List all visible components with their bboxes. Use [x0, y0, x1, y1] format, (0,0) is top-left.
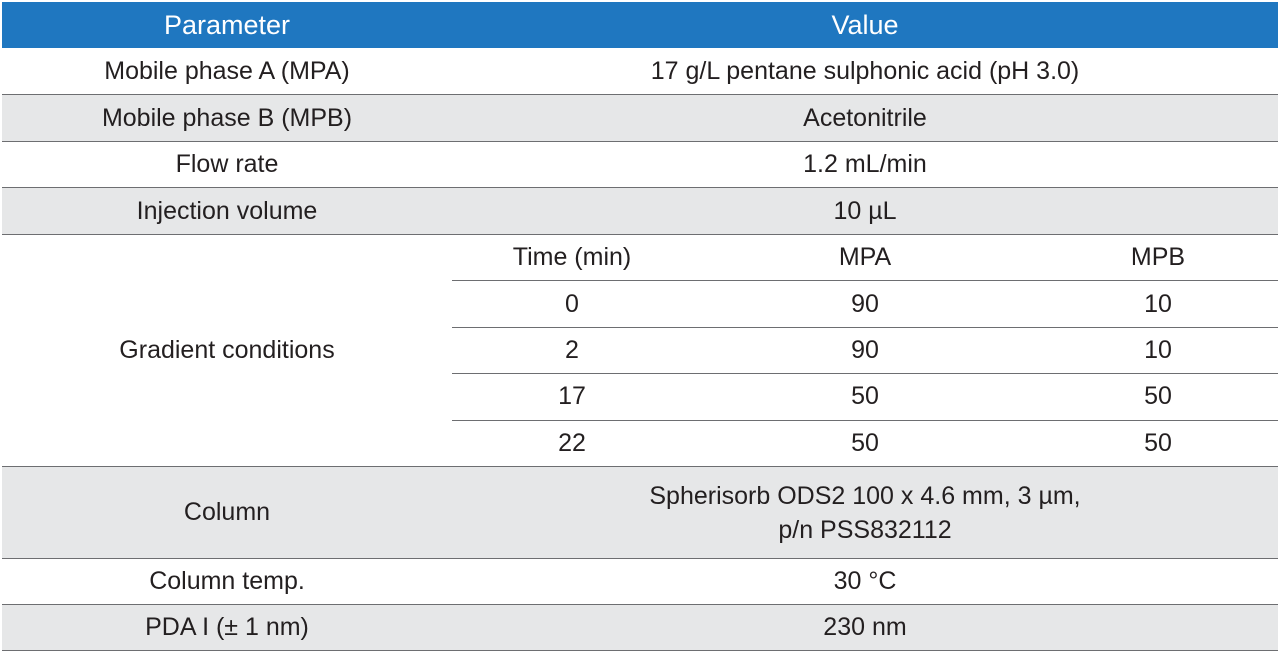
gradient-mpa: 50: [851, 382, 879, 411]
gradient-time: 22: [558, 428, 586, 457]
header-parameter: Parameter: [163, 9, 291, 40]
table-row-mobile-phase-b: [2, 95, 1278, 142]
gradient-row: [452, 327, 1278, 373]
gradient-time: 17: [558, 382, 586, 411]
param-cell: Column: [183, 498, 271, 526]
table-row-flow-rate: [2, 142, 1278, 188]
param-cell: Gradient conditions: [119, 336, 335, 364]
gradient-time: 0: [565, 289, 579, 318]
column-value-line2: p/n PSS832112: [778, 515, 952, 544]
table-header-row: [2, 2, 1278, 48]
gradient-header-mpa: MPA: [838, 243, 892, 272]
gradient-mpa: 50: [851, 428, 879, 457]
gradient-mpa: 90: [851, 289, 879, 318]
gradient-row: [452, 280, 1278, 326]
table-row-mobile-phase-a: [2, 48, 1278, 95]
gradient-mpb: 10: [1144, 336, 1172, 365]
gradient-header-time: Time (min): [512, 243, 632, 272]
gradient-subtable: [452, 235, 1278, 466]
param-cell: Mobile phase B (MPB): [101, 103, 353, 132]
column-value-line1: Spherisorb ODS2 100 x 4.6 mm, 3 µm,: [649, 481, 1081, 510]
value-cell: Acetonitrile: [803, 103, 927, 132]
param-cell: PDA I (± 1 nm): [145, 613, 309, 641]
table-row-injection-volume: [2, 188, 1278, 235]
gradient-row: [452, 373, 1278, 419]
gradient-mpb: 10: [1144, 289, 1172, 318]
param-cell: Mobile phase A (MPA): [104, 56, 350, 85]
method-parameters-table: [2, 2, 1278, 651]
gradient-time: 2: [565, 336, 579, 365]
value-cell: [452, 467, 1278, 558]
param-cell: Flow rate: [175, 150, 279, 178]
value-cell: 230 nm: [823, 613, 907, 641]
param-cell: Injection volume: [136, 196, 318, 225]
value-cell: 30 °C: [833, 567, 897, 595]
table-row-pda: [2, 605, 1278, 651]
param-cell: Column temp.: [149, 567, 305, 595]
gradient-mpb: 50: [1144, 428, 1172, 457]
gradient-mpb: 50: [1144, 382, 1172, 411]
value-cell: 17 g/L pentane sulphonic acid (pH 3.0): [650, 56, 1080, 85]
header-value: Value: [831, 9, 899, 40]
table-row-gradient-conditions: [2, 235, 1278, 467]
gradient-header-row: [452, 235, 1278, 280]
gradient-mpa: 90: [851, 336, 879, 365]
gradient-row: [452, 420, 1278, 466]
value-cell: 1.2 mL/min: [803, 150, 927, 178]
gradient-header-mpb: MPB: [1130, 243, 1186, 272]
table-row-column: [2, 467, 1278, 559]
value-cell: 10 µL: [833, 196, 897, 225]
table-row-column-temp: [2, 559, 1278, 605]
